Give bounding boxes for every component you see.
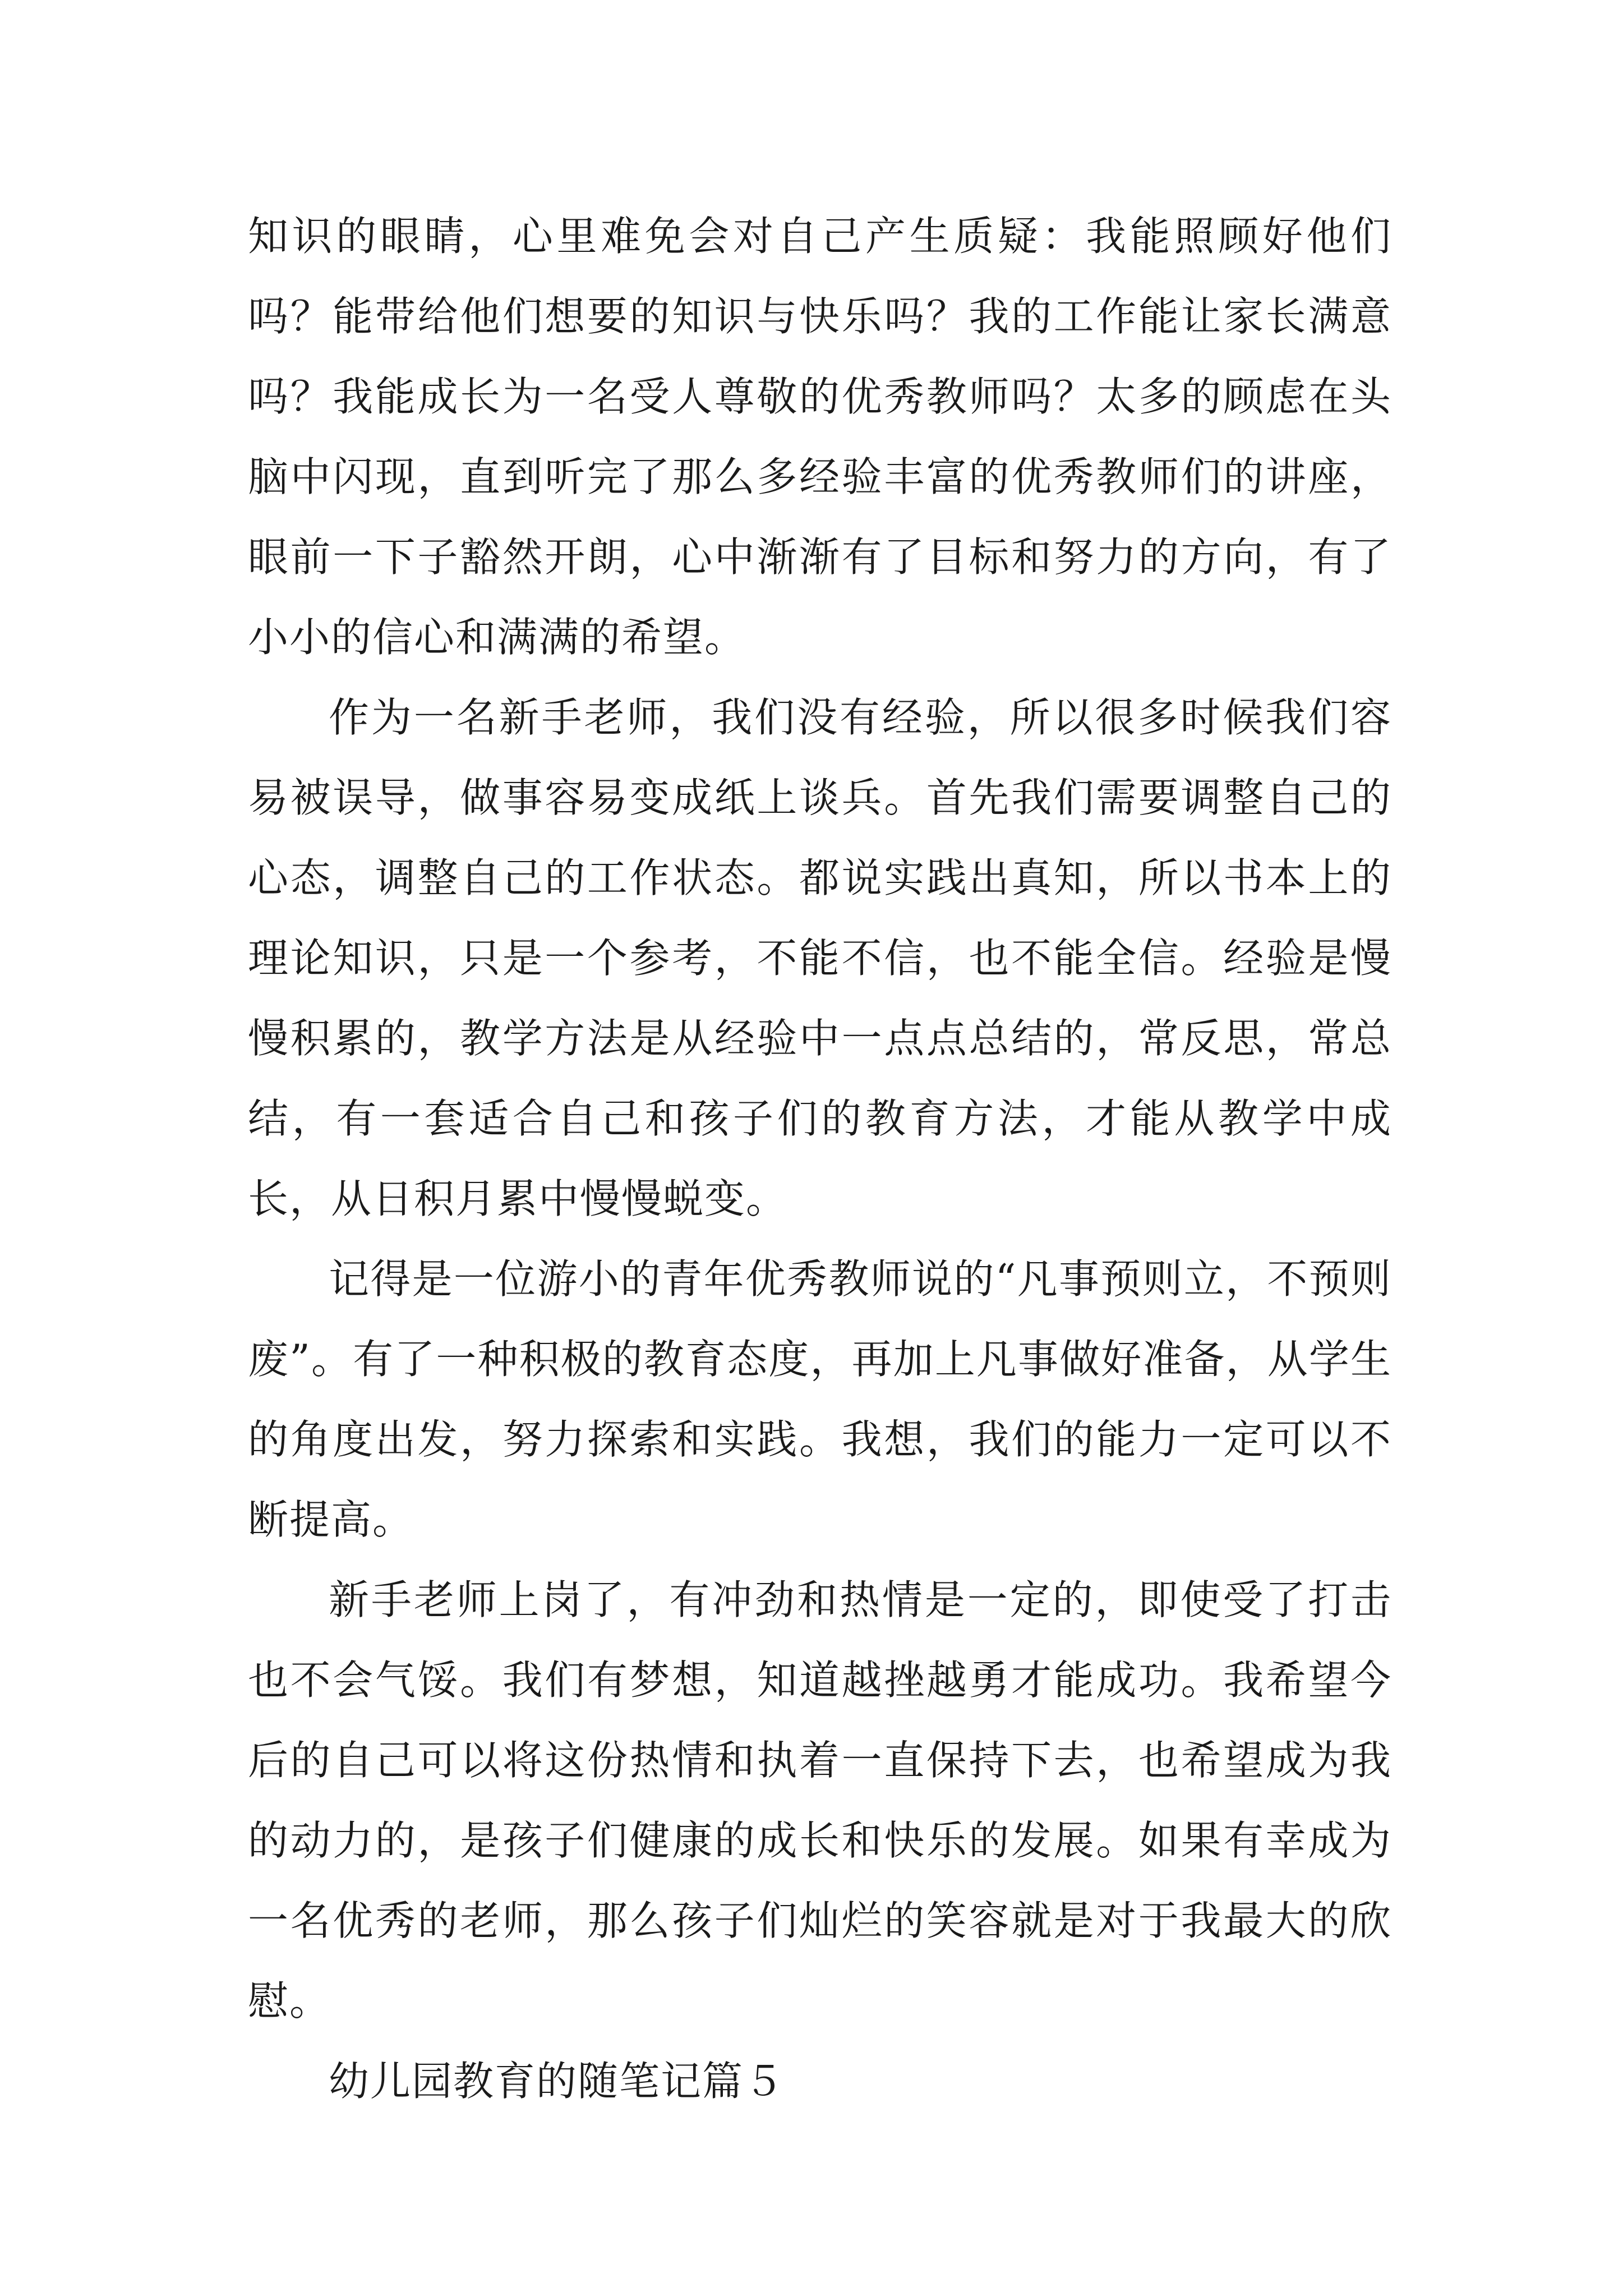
paragraph: 新手老师上岗了，有冲劲和热情是一定的，即使受了打击也不会气馁。我们有梦想，知道越挫越勇才能成功。我希望今后的自己可以将这份热情和执着一直保持下去，也希望成为我的动力的，是孩子们健康的成长和快乐的发展。如果有幸成为一名优秀的老师，那么孩子们灿烂的笑容就是对于我最大的欣慰。 (248, 1576, 1392, 2024)
paragraph-continued: 知识的眼睛，心里难免会对自己产生质疑：我能照顾好他们吗？能带给他们想要的知识与快乐吗？我的工作能让家长满意吗？我能成长为一名受人尊敬的优秀教师吗？太多的顾虑在头脑中闪现，直到听完了那么多经验丰富的优秀教师们的讲座，眼前一下子豁然开朗，心中渐渐有了目标和努力的方向，有了小小的信心和满满的希望。 (248, 213, 1392, 661)
paragraph: 记得是一位游小的青年优秀教师说的“凡事预则立，不预则废”。有了一种积极的教育态度，再加上凡事做好准备，从学生的角度出发，努力探索和实践。我想，我们的能力一定可以不断提高。 (248, 1255, 1392, 1543)
document-body (248, 196, 1392, 2122)
section-heading: 幼儿园教育的随笔记篇５ (329, 2058, 786, 2105)
paragraph: 作为一名新手老师，我们没有经验，所以很多时候我们容易被误导，做事容易变成纸上谈兵。首先我们需要调整自己的心态，调整自己的工作状态。都说实践出真知，所以书本上的理论知识，只是一个参考，不能不信，也不能全信。经验是慢慢积累的，教学方法是从经验中一点点总结的，常反思，常总结，有一套适合自己和孩子们的教育方法，才能从教学中成长，从日积月累中慢慢蜕变。 (248, 694, 1392, 1222)
